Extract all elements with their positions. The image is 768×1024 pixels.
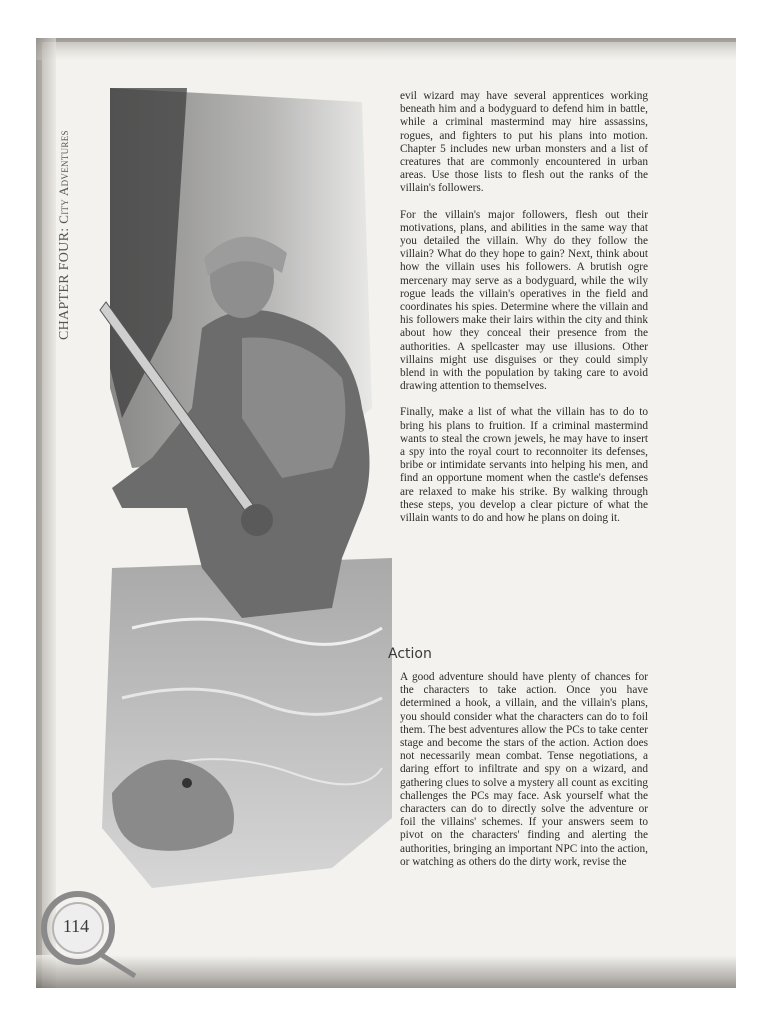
chapter-running-head: [56, 130, 73, 340]
section-text-column: [400, 671, 648, 869]
section-paragraph: A good adventure should have plenty of chances for the characters to take action. Once you have determined a hook, a villain, and the villain's plans, you should consider what the characters can do to foil them. The best adventures allow the PCs to take center stage and become the stars of the action. Action does not necessarily mean combat. Tense negotiations, a daring effort to infiltrate and spy on a wizard, and gathering clues to solve a mystery all count as exciting challenges the PCs may face. Ask yourself what the characters can do to directly solve the adventure or foil the villains' schemes. If your answers seem to pivot on the characters' finding and alerting the authorities, bringing an important NPC into the action, or watching as others do the dirty work, revise the: [400, 671, 648, 868]
body-paragraph: For the villain's major followers, flesh out their motivations, plans, and abilities in the same way that you detailed the villain. Why do they follow the villain? What do they hope to gain? Next, think about how the villain uses his followers. A brutish ogre mercenary may serve as a bodyguard, while the wily rogue leads the villain's operatives in the field and coordinates his spies. Determine where the villain and his followers make their lairs within the city and think about how they conceal their presence from the authorities. A spellcaster may use illusions. Other villains might use disguises or they could simply blend in with the population by taking care to avoid drawing attention to themselves.: [400, 208, 648, 393]
torn-edge-left: [36, 38, 56, 988]
torn-edge-top: [36, 38, 736, 60]
page-number: 114: [62, 916, 90, 936]
sword-hand: [241, 504, 273, 536]
body-paragraph: Finally, make a list of what the villain has to do to bring his plans to fruition. If a criminal mastermind wants to steal the crown jewels, he may have to insert a spy into the royal court to reconnoiter its defenses, bribe or intimidate servants into helping his men, and find an opportune moment when the castle's defenses are relaxed to make his strike. By walking through these steps, you develop a clear picture of what the villain wants to do and how he plans on doing it.: [400, 406, 648, 525]
warrior-illustration: [92, 88, 392, 908]
torn-edge-bottom: [36, 955, 736, 988]
body-text-column: [400, 90, 648, 538]
chapter-number: CHAPTER FOUR:: [57, 227, 72, 340]
creature-eye: [182, 778, 192, 788]
chapter-title: City Adventures: [56, 130, 71, 224]
body-paragraph: evil wizard may have several apprentices working beneath him and a bodyguard to defend him in battle, while a criminal mastermind may hire assassins, rogues, and fighters to put his plans into motion. Chapter 5 includes new urban monsters and a list of creatures that are commonly encountered in urban areas. Use those lists to flesh out the ranks of the villain's followers.: [400, 90, 648, 195]
section-heading-action: Action: [388, 646, 432, 662]
